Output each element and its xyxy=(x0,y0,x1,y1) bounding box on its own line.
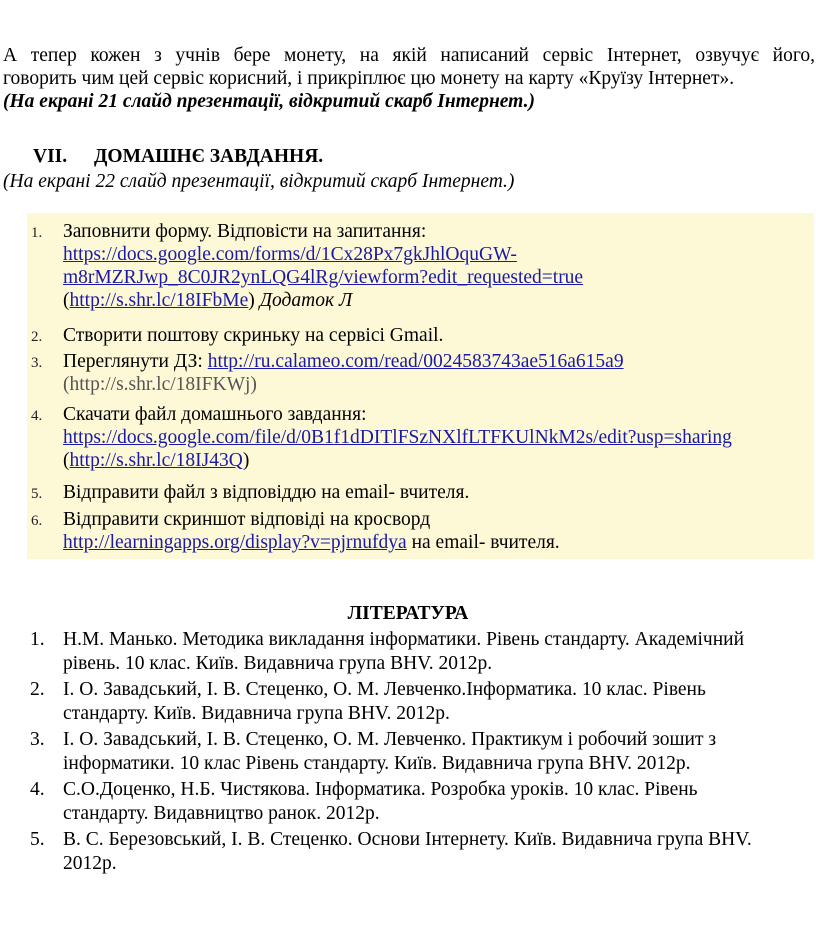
literature-line: С.О.Доценко, Н.Б. Чистякова. Інформатика. Розробка уроків. 10 клас. Рівень xyxy=(63,779,698,800)
literature-line: інформатики. 10 клас Рівень стандарту. Київ. Видавнича група BHV. 2012р. xyxy=(63,753,691,774)
literature-line: І. О. Завадський, І. В. Стеценко, О. М. Левченко.Інформатика. 10 клас. Рівень xyxy=(63,679,706,700)
short-link[interactable]: http://s.shr.lc/18IJ43Q xyxy=(69,450,243,471)
section-heading xyxy=(33,145,323,168)
google-form-link-cont[interactable]: m8rMZRJwp_8C0JR2ynLQG4lRg/viewform?edit_requested=true xyxy=(63,267,584,288)
section-title: ДОМАШНЄ ЗАВДАННЯ. xyxy=(94,146,324,167)
short-link[interactable]: (http://s.shr.lc/18IFKWj) xyxy=(63,374,257,395)
literature-line: І. О. Завадський, І. В. Стеценко, О. М. Левченко. Практикум і робочий зошит з xyxy=(63,729,717,750)
list-number: 2. xyxy=(31,329,43,345)
paren: ) xyxy=(242,450,250,471)
intro-line-1: А тепер кожен з учнів бере монету, на якій написаний сервіс Інтернет, озвучує його, xyxy=(3,45,815,66)
google-file-link[interactable]: https://docs.google.com/file/d/0B1f1dDITlFSzNXlfLTFKUlNkM2s/edit?usp=sharing xyxy=(63,427,732,448)
appendix-label: Додаток Л xyxy=(259,290,353,311)
homework-list xyxy=(27,213,814,559)
literature-item xyxy=(30,728,816,776)
intro-slide-note: (На екрані 21 слайд презентації, відкритий скарб Інтернет.) xyxy=(3,91,535,112)
literature-item xyxy=(30,778,816,826)
literature-line: В. С. Березовський, І. В. Стеценко. Основи Інтернету. Київ. Видавнича група BHV. xyxy=(63,829,752,850)
homework-text: Створити поштову скриньку на сервісі Gmail. xyxy=(63,325,444,346)
learningapps-link[interactable]: http://learningapps.org/display?v=pjrnufdya xyxy=(63,532,407,553)
literature-title: ЛІТЕРАТУРА xyxy=(347,603,469,624)
google-form-link[interactable]: https://docs.google.com/forms/d/1Cx28Px7gkJhlOquGW- xyxy=(63,244,517,265)
section-slide-note: (На екрані 22 слайд презентації, відкритий скарб Інтернет.) xyxy=(3,171,515,192)
list-number: 4. xyxy=(30,779,45,800)
intro-paragraph xyxy=(3,44,815,113)
list-number: 3. xyxy=(30,729,45,750)
literature-list xyxy=(30,628,816,878)
short-link[interactable]: http://s.shr.lc/18IFbMe xyxy=(69,290,249,311)
homework-tail: на email- вчителя. xyxy=(406,532,560,553)
literature-line: рівень. 10 клас. Київ. Видавнича група BHV. 2012р. xyxy=(63,653,493,674)
list-number: 2. xyxy=(30,679,45,700)
homework-text: Переглянути ДЗ: xyxy=(63,351,203,372)
literature-line: стандарту. Київ. Видавнича група BHV. 2012р. xyxy=(63,703,450,724)
intro-line-2: говорить чим цей сервіс корисний, і прикріплює цю монету на карту «Круїзу Інтернет». xyxy=(3,68,735,89)
list-number: 5. xyxy=(31,486,43,502)
literature-line: 2012р. xyxy=(63,853,117,874)
section-number: VII. xyxy=(33,146,68,167)
paren: ) xyxy=(248,290,255,311)
literature-line: Н.М. Манько. Методика викладання інформатики. Рівень стандарту. Академічний xyxy=(63,629,745,650)
literature-item xyxy=(30,678,816,726)
homework-text: Заповнити форму. Відповісти на запитання: xyxy=(63,221,427,242)
literature-item xyxy=(30,828,816,876)
homework-text: Відправити файл з відповіддю на email- вчителя. xyxy=(63,482,470,503)
paren: ( xyxy=(63,450,70,471)
list-number: 6. xyxy=(31,513,43,529)
list-number: 1. xyxy=(31,225,43,241)
homework-text: Відправити скриншот відповіді на кросворд xyxy=(63,509,431,530)
homework-text: Скачати файл домашнього завдання: xyxy=(63,404,367,425)
list-number: 3. xyxy=(31,355,43,371)
list-number: 5. xyxy=(30,829,45,850)
list-number: 4. xyxy=(31,408,43,424)
list-number: 1. xyxy=(30,629,45,650)
literature-line: стандарту. Видавництво ранок. 2012р. xyxy=(63,803,380,824)
paren: ( xyxy=(63,290,70,311)
literature-item xyxy=(30,628,816,676)
calameo-link[interactable]: http://ru.calameo.com/read/0024583743ae516a615a9 xyxy=(207,351,624,372)
